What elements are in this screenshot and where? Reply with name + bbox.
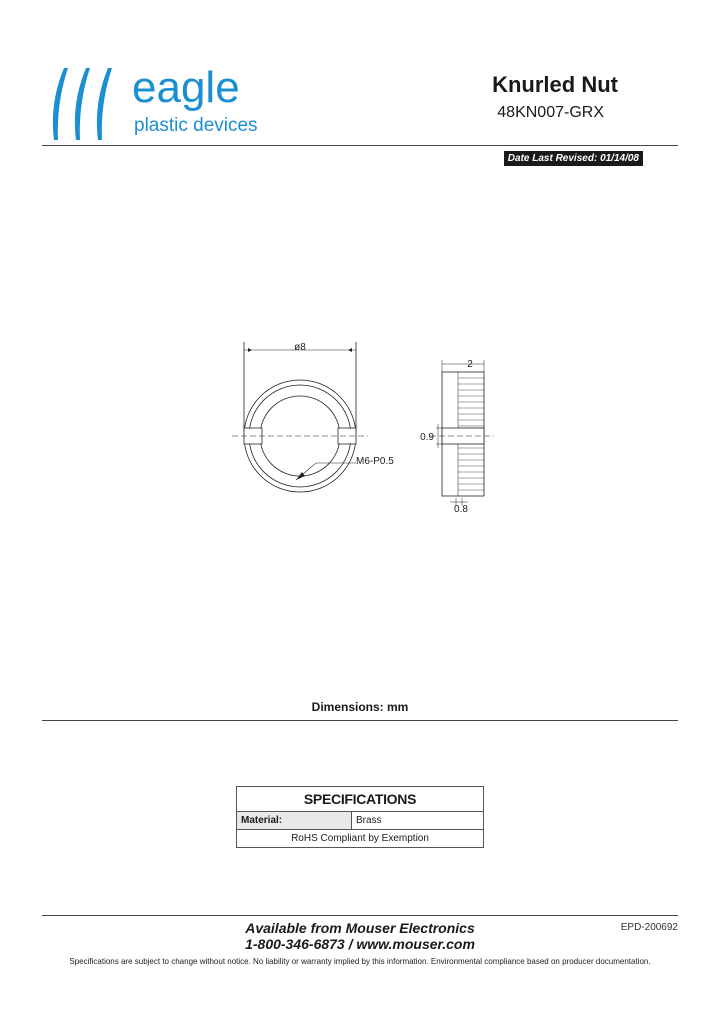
- material-label: Material:: [237, 812, 352, 830]
- spec-compliance-row: [237, 830, 484, 848]
- logo-word: eagle: [132, 63, 240, 112]
- technical-drawing: [0, 320, 720, 530]
- material-value: Brass: [352, 812, 484, 830]
- disclaimer-text: Specifications are subject to change without notice. No liability or warranty implied by this information. Environmental compliance based on producer documentation.: [69, 957, 651, 966]
- eagle-logo: [48, 58, 278, 148]
- revised-date: 01/14/08: [600, 153, 639, 164]
- logo-stripes-icon: [48, 64, 132, 144]
- thread-label: M6-P0.5: [356, 456, 394, 467]
- logo-subtitle: plastic devices: [134, 115, 258, 136]
- doc-number: EPD-200692: [620, 922, 678, 933]
- depth-label: 0.8: [454, 504, 468, 515]
- specifications-table: [236, 786, 484, 848]
- height-label: 0.9: [420, 432, 434, 443]
- header-divider: [42, 145, 678, 146]
- width-label: 2: [467, 359, 473, 370]
- spec-title: SPECIFICATIONS: [237, 787, 484, 812]
- front-view: [232, 342, 368, 492]
- compliance-text: RoHS Compliant by Exemption: [237, 830, 484, 848]
- side-view: [430, 360, 494, 506]
- revised-badge: [504, 151, 643, 166]
- footer-divider: [42, 915, 678, 916]
- part-number: 48KN007-GRX: [497, 104, 604, 121]
- product-name: Knurled Nut: [492, 72, 618, 97]
- spec-material-row: [237, 812, 484, 830]
- spec-title-row: [237, 787, 484, 812]
- dimensions-note: Dimensions: mm: [311, 700, 409, 714]
- drawing-divider: [42, 720, 678, 721]
- availability-text: Available from Mouser Electronics: [245, 920, 475, 936]
- diameter-label: ø8: [294, 342, 306, 353]
- revised-label: Date Last Revised:: [507, 153, 598, 164]
- contact-text: 1-800-346-6873 / www.mouser.com: [245, 936, 475, 952]
